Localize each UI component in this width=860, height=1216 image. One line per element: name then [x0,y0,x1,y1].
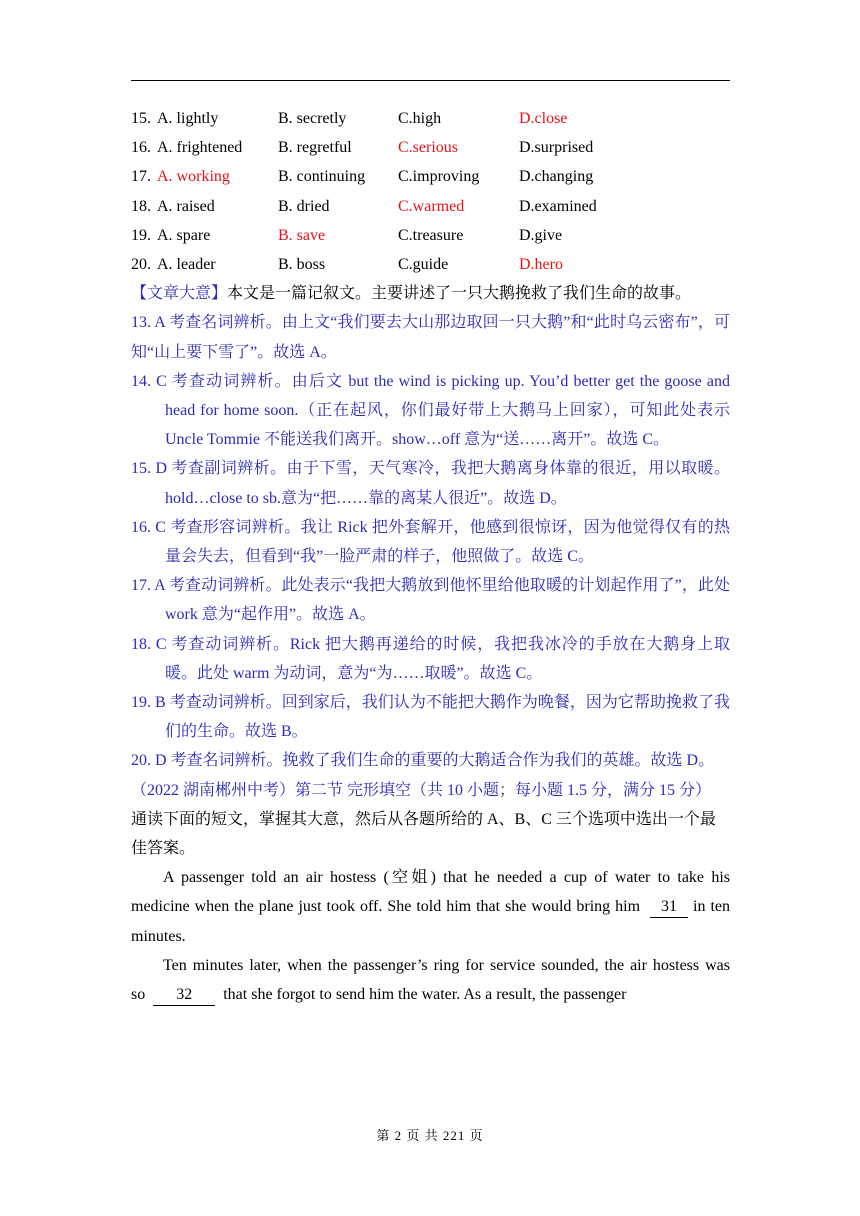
option: D.changing [519,168,594,186]
blank-32: 32 [153,985,215,1006]
option: B. continuing [278,168,366,186]
explanation-item: 15. D 考查副词辨析。由于下雪，天气寒冷，我把大鹅离身体靠的很近，用以取暖。hold…close to sb.意为“把……靠的离某人很近”。故选 D。 [131,460,730,507]
correct-option: C.warmed [398,197,465,215]
explanation-item: 19. B 考查动词辨析。回到家后，我们认为不能把大鹅作为晚餐，因为它帮助挽救了我们的生命。故选 B。 [131,693,730,741]
option-row [131,104,730,133]
instruction: 通读下面的短文，掌握其大意，然后从各题所给的 A、B、C 三个选项中选出一个最佳答案。 [131,810,716,857]
option: A. raised [157,197,215,215]
passage-text: Ten minutes later, when the passenger’s ring for service sounded, the air hostess was so [131,956,730,1003]
header-rule [131,80,730,81]
question-number: 19. [131,226,151,244]
page-content [131,104,730,1009]
explanation-item: 13. A 考查名词辨析。由上文“我们要去大山那边取回一只大鹅”和“此时乌云密布”，可知“山上要下雪了”。故选 A。 [131,314,730,361]
option: A. leader [157,255,216,273]
page-footer: 第 2 页 共 221 页 [376,1128,484,1143]
explanation-item: 17. A 考查动词辨析。此处表示“我把大鹅放到他怀里给他取暖的计划起作用了”，此处 work 意为“起作用”。故选 A。 [131,577,730,624]
explanation-item: 16. C 考查形容词辨析。我让 Rick 把外套解开，他感到很惊讶，因为他觉得仅有的热量会失去，但看到“我”一脸严肃的样子，他照做了。故选 C。 [131,518,730,565]
passage-text: A passenger told an air hostess (空姐) that he needed a cup of water to take his medicine when the plane just took off. She told him that she would bring him [131,869,730,916]
option: A. spare [157,226,211,244]
article-summary [131,279,730,308]
option-row [131,133,730,162]
option: C.treasure [398,226,464,244]
question-number: 16. [131,139,151,157]
answer-options [131,104,730,279]
option: D.give [519,226,563,244]
passage-text: that she forgot to send him the water. As a result, the passenger [223,986,627,1003]
option: B. secretly [278,110,347,127]
option: C.guide [398,255,449,273]
option-row [131,192,730,221]
summary-label: 【文章大意】 [131,285,228,303]
question-number: 17. [131,168,151,186]
option: A. frightened [157,139,243,157]
passage-paragraph-1 [131,863,730,951]
explanations [131,308,730,775]
correct-option: B. save [278,226,326,244]
option: B. boss [278,255,326,273]
question-number: 15. [131,110,151,127]
option: B. regretful [278,139,352,157]
option: B. dried [278,197,330,215]
correct-option: D.hero [519,255,563,273]
option-row [131,250,730,279]
correct-option: D.close [519,110,568,127]
blank-31: 31 [650,897,688,918]
option: D.examined [519,197,597,215]
section-header: （2022 湖南郴州中考）第二节 完形填空（共 10 小题；每小题 1.5 分，满分 15 分） [131,781,712,799]
summary-text: 本文是一篇记叙文。主要讲述了一只大鹅挽救了我们生命的故事。 [227,285,692,303]
explanation-item: 14. C 考查动词辨析。由后文 but the wind is picking up. You’d better get the goose and head for home soon.（正在起风，你们最好带上大鹅马上回家），可知此处表示 Uncle Tommie 不能送我们离开。show…off 意为“送……离开”。故选 C。 [131,372,730,449]
passage-paragraph-2 [131,951,730,1009]
question-number: 20. [131,255,151,273]
option: D.surprised [519,139,594,157]
passage-text: in ten minutes. [131,898,731,945]
question-number: 18. [131,197,151,215]
explanation-item: 20. D 考查名词辨析。挽救了我们生命的重要的大鹅适合作为我们的英雄。故选 D。 [131,752,715,770]
option: C.high [398,110,442,127]
option: C.improving [398,168,480,186]
option-row [131,162,730,191]
explanation-item: 18. C 考查动词辨析。Rick 把大鹅再递给的时候，我把我冰冷的手放在大鹅身上取暖。此处 warm 为动词，意为“为……取暖”。故选 C。 [131,635,730,682]
correct-option: C.serious [398,139,458,157]
option: A. lightly [157,110,219,127]
option-row [131,221,730,250]
correct-option: A. working [157,168,230,186]
